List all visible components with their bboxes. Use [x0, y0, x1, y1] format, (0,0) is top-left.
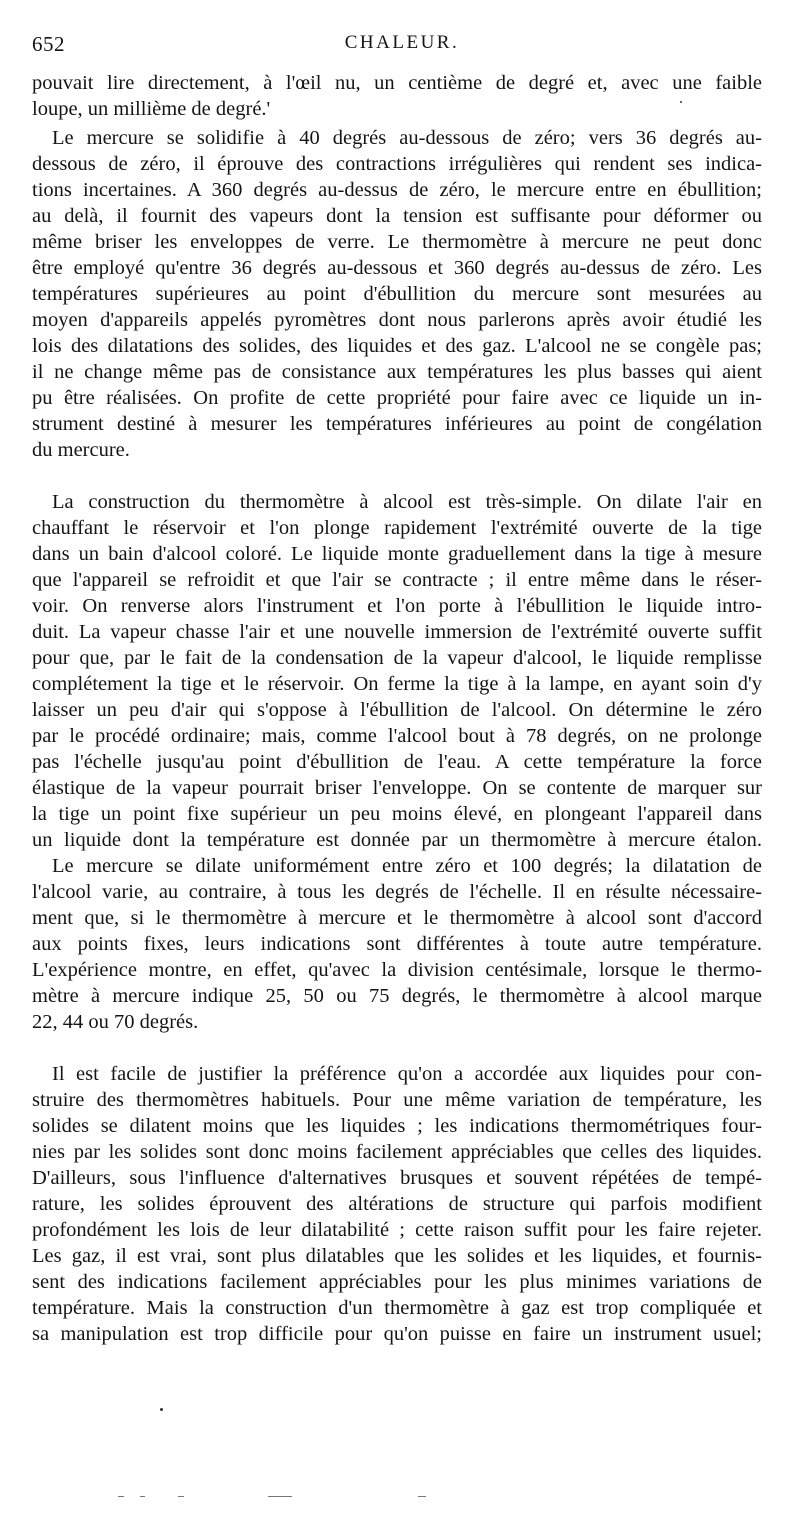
text-line: struire des thermomètres habituels. Pour une même variation de température, les [32, 1089, 762, 1111]
ink-speck [160, 1408, 163, 1411]
text-line: loupe, un millième de degré.' [32, 98, 271, 120]
text-line: mètre à mercure indique 25, 50 ou 75 degrés, le thermomètre à alcool marque [32, 985, 762, 1007]
text-line: un liquide dont la température est donnée par un thermomètre à mercure étalon. [32, 829, 762, 851]
text-line: élastique de la vapeur pourrait briser l'enveloppe. On se contente de marquer sur [32, 777, 762, 799]
text-line: nies par les solides sont donc moins facilement appréciables que celles des liquides. [32, 1141, 762, 1163]
text-line: pour que, par le fait de la condensation de la vapeur d'alcool, le liquide remplisse [32, 647, 762, 669]
text-line: L'expérience montre, en effet, qu'avec la division centésimale, lorsque le thermo- [32, 959, 762, 981]
text-line: même briser les enveloppes de verre. Le thermomètre à mercure ne peut donc [32, 231, 762, 253]
text-line: Les gaz, il est vrai, sont plus dilatables que les solides et les liquides, et fournis- [32, 1245, 762, 1267]
text-line: La construction du thermomètre à alcool est très-simple. On dilate l'air en [52, 491, 762, 513]
text-line: températures supérieures au point d'ébullition du mercure sont mesurées au [32, 283, 762, 305]
text-line: Le mercure se dilate uniformément entre zéro et 100 degrés; la dilatation de [52, 855, 762, 877]
text-line: profondément les lois de leur dilatabilité ; cette raison suffit pour les faire rejeter. [32, 1219, 762, 1241]
ink-speck [680, 101, 682, 103]
text-line: pas l'échelle jusqu'au point d'ébullition de l'eau. A cette température la force [32, 751, 762, 773]
text-line: duit. La vapeur chasse l'air et une nouvelle immersion de l'extrémité ouverte suffit [32, 621, 762, 643]
text-line: lois des dilatations des solides, des liquides et des gaz. L'alcool ne se congèle pas; [32, 335, 762, 357]
text-line: sent des indications facilement appréciables pour les plus minimes variations de [32, 1271, 762, 1293]
text-line: chauffant le réservoir et l'on plonge rapidement l'extrémité ouverte de la tige [32, 517, 762, 539]
text-line: 22, 44 ou 70 degrés. [32, 1011, 199, 1033]
text-line: ment que, si le thermomètre à mercure et le thermomètre à alcool sont d'accord [32, 907, 762, 929]
text-line: tions incertaines. A 360 degrés au-dessus de zéro, le mercure entre en ébullition; [32, 179, 762, 201]
text-line: pu être réalisées. On profite de cette propriété pour faire avec ce liquide un in- [32, 387, 762, 409]
text-line: par le procédé ordinaire; mais, comme l'alcool bout à 78 degrés, on ne prolonge [32, 725, 762, 747]
text-line: dans un bain d'alcool coloré. Le liquide monte graduellement dans la tige à mesure [32, 543, 762, 565]
text-line: Le mercure se solidifie à 40 degrés au-dessous de zéro; vers 36 degrés au- [52, 127, 762, 149]
footer-scan-marks [118, 1493, 438, 1501]
text-line: au delà, il fournit des vapeurs dont la tension est suffisante pour déformer ou [32, 205, 762, 227]
text-line: dessous de zéro, il éprouve des contractions irrégulières qui rendent ses indica- [32, 153, 762, 175]
text-line: du mercure. [32, 439, 130, 461]
text-line: il ne change même pas de consistance aux températures les plus basses qui aient [32, 361, 762, 383]
text-line: pouvait lire directement, à l'œil nu, un centième de degré et, avec une faible [32, 72, 762, 94]
page-header [32, 32, 772, 56]
text-line: D'ailleurs, sous l'influence d'alternatives brusques et souvent répétées de tempé- [32, 1167, 762, 1189]
text-line: l'alcool varie, au contraire, à tous les degrés de l'échelle. Il en résulte nécessaire- [32, 881, 762, 903]
text-line: complétement la tige et le réservoir. On ferme la tige à la lampe, en ayant soin d'y [32, 673, 762, 695]
text-line: être employé qu'entre 36 degrés au-dessous et 360 degrés au-dessus de zéro. Les [32, 257, 762, 279]
text-line: que l'appareil se refroidit et que l'air se contracte ; il entre même dans le réser- [32, 569, 762, 591]
text-line: strument destiné à mesurer les températures inférieures au point de congélation [32, 413, 762, 435]
text-line: aux points fixes, leurs indications sont différentes à toute autre température. [32, 933, 762, 955]
text-line: voir. On renverse alors l'instrument et l'on porte à l'ébullition le liquide intro- [32, 595, 762, 617]
text-line: Il est facile de justifier la préférence qu'on a accordée aux liquides pour con- [52, 1063, 762, 1085]
text-line: la tige un point fixe supérieur un peu moins élevé, en plongeant l'appareil dans [32, 803, 762, 825]
text-line: température. Mais la construction d'un thermomètre à gaz est trop compliquée et [32, 1297, 762, 1319]
running-title: CHALEUR. [344, 32, 460, 53]
text-line: solides se dilatent moins que les liquides ; les indications thermométriques four- [32, 1115, 762, 1137]
page-number: 652 [32, 32, 65, 56]
text-line: laisser un peu d'air qui s'oppose à l'ébullition de l'alcool. On détermine le zéro [32, 699, 762, 721]
text-line: moyen d'appareils appelés pyromètres dont nous parlerons après avoir étudié les [32, 309, 762, 331]
text-line: rature, les solides éprouvent des altérations de structure qui parfois modifient [32, 1193, 762, 1215]
text-line: sa manipulation est trop difficile pour qu'on puisse en faire un instrument usuel; [32, 1323, 762, 1345]
